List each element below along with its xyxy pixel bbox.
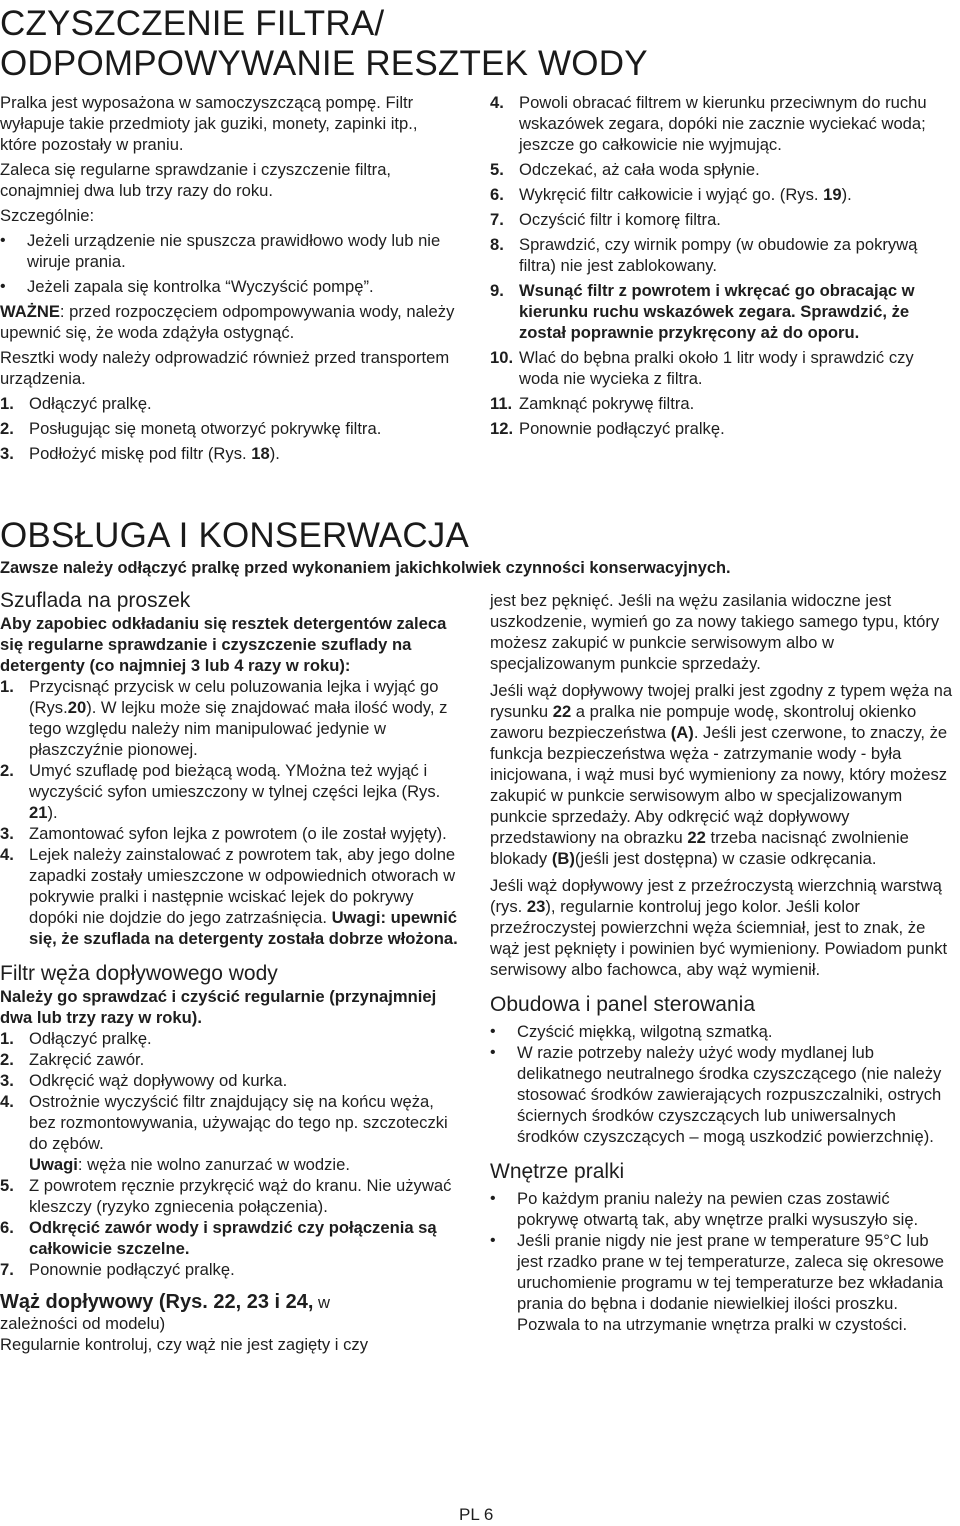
inlet-filter-heading: Filtr węża dopływowego wody [0,962,278,985]
section2-right-column [490,590,956,1335]
section1-title-line1: CZYSZCZENIE FILTRA/ [0,4,385,43]
step-row: 6. Odkręcić zawór wody i sprawdzić czy połączenia są całkowicie szczelne. [0,1218,437,1258]
step-row: 2. Umyć szufladę pod bieżącą wodą. YMożna też wyjąć i wyczyścić syfon umieszczony w tylnej części lejka (Rys. 21). [0,761,441,822]
bullet-icon: • [490,1190,496,1207]
hose-paragraph-1: jest bez pęknięć. Jeśli na wężu zasilania widoczne jest uszkodzenie, wymień go za nowy takiego samego typu, który możesz zakupić w punkcie serwisowym albo w specjalizowanym punkcie sprzedaży. [490,591,940,673]
section1-right-column [490,92,955,439]
list-item: • Czyścić miękką, wilgotną szmatką. [490,1022,773,1041]
step-row: 5. Z powrotem ręcznie przykręcić wąż do kranu. Nie używać kleszczy (ryzyko zgniecenia połączenia). [0,1176,452,1216]
intro-paragraph-2: Zaleca się regularne sprawdzanie i czyszczenie filtra, conajmniej dwa lub trzy razy do roku. [0,160,392,200]
step-row: 1. Odłączyć pralkę. [0,394,152,413]
hose-heading: Wąż dopływowy (Rys. 22, 23 i 24, w zależności od modelu) [0,1291,331,1333]
step-row: 2. Posługując się monetą otworzyć pokrywkę filtra. [0,419,382,438]
important-note: WAŻNE: przed rozpoczęciem odpompowywania wody, należy upewnić się, że woda zdążyła ostygnąć. [0,302,455,342]
bullet-icon: • [0,232,6,249]
step-row: 3. Zamontować syfon lejka z powrotem (o ile został wyjęty). [0,824,447,843]
section2-title: OBSŁUGA I KONSERWACJA [0,516,470,555]
step-row: 4. Lejek należy zainstalować z powrotem tak, aby jego dolne zapadki zostały umieszczone w odpowiednich otworach w pokrywie pralki i następnie wciskać lejek do pokrywy dopóki nie dojdzie do jego zatrzaśnięcia. Uwagi: upewnić się, że szuflada na detergenty została dobrze włożona. [0,845,458,948]
list-item: • Jeżeli zapala się kontrolka “Wyczyścić pompę”. [0,277,374,296]
section1-title-line2: ODPOMPOWYWANIE RESZTEK WODY [0,44,648,83]
step-row: 11. Zamknąć pokrywę filtra. [490,394,695,413]
drawer-heading: Szuflada na proszek [0,589,191,612]
page-number: PL 6 [459,1505,494,1524]
hose-paragraph-3: Jeśli wąż dopływowy jest z przeźroczystą wierzchnią warstwą (rys. 23), regularnie kontroluj jego kolor. Jeśli kolor przeźroczystej powierzchni węża ściemniał, jest to znak, że wąż jest pęknięty i powinien być wymieniony. Powiadom punkt serwisowy albo fachowca, aby wąż wymienił. [490,876,948,979]
list-item: • Jeżeli urządzenie nie spuszcza prawidłowo wody lub nie wiruje prania. [0,231,441,271]
transport-paragraph: Resztki wody należy odprowadzić również przed transportem urządzenia. [0,348,450,388]
step-row: 10. Wlać do bębna pralki około 1 litr wody i sprawdzić czy woda nie wycieka z filtra. [490,348,914,388]
interior-heading: Wnętrze pralki [490,1160,625,1183]
important-label: WAŻNE [0,302,60,321]
step-row: 9. Wsunąć filtr z powrotem i wkręcać go obracając w kierunku ruchu wskazówek zegara. Sprawdzić, że został poprawnie przykręcony aż do oporu. [490,281,915,342]
step-row: 5. Odczekać, aż cała woda spłynie. [490,160,760,179]
step-row: 4. Ostrożnie wyczyścić filtr znajdujący się na końcu węża, bez rozmontowywania, używając do tego np. szczoteczki do zębów. Uwagi: węża nie wolno zanurzać w wodzie. [0,1092,448,1174]
list-item: • W razie potrzeby należy użyć wody mydlanej lub delikatnego neutralnego środka czyszczącego (nie należy stosować środków zawierających rozpuszczalniki, ostrych ściernych środków czyszczących lub uniwersalnych środków czyszczących – mogą uszkodzić powierzchnię). [490,1043,942,1146]
list-item: • Po każdym praniu należy na pewien czas zostawić pokrywę otwartą tak, aby wnętrze pralki wysuszyło się. [490,1189,919,1229]
maintenance-warning: Zawsze należy odłączyć pralkę przed wykonaniem jakichkolwiek czynności konserwacyjnych. [0,559,731,577]
drawer-lead: Aby zapobiec odkładaniu się resztek detergentów zaleca się regularne sprawdzanie i czyszczenie szuflady na detergenty (co najmniej 3 lub 4 razy w roku): [0,614,447,675]
bullet-icon: • [490,1044,496,1061]
step-row: 2. Zakręcić zawór. [0,1050,145,1069]
step-row: 7. Oczyścić filtr i komorę filtra. [490,210,721,229]
step-row: 7. Ponownie podłączyć pralkę. [0,1260,235,1279]
section1-title [0,4,960,84]
step-row: 6. Wykręcić filtr całkowicie i wyjąć go. (Rys. 19). [490,185,852,204]
section1-left-column [0,92,455,464]
bullet-icon: • [0,278,6,295]
step-row: 4. Powoli obracać filtrem w kierunku przeciwnym do ruchu wskazówek zegara, dopóki nie zacznie wyciekać woda; jeszcze go całkowicie nie wyjmując. [490,93,927,154]
section2-header [0,516,960,579]
bullet-icon: • [490,1023,496,1040]
step-row: 3. Podłożyć miskę pod filtr (Rys. 18). [0,444,280,463]
housing-heading: Obudowa i panel sterowania [490,993,756,1016]
hose-text: Regularnie kontroluj, czy wąż nie jest zagięty i czy [0,1335,368,1354]
section2-left-column [0,588,462,1355]
step-row: 1. Odłączyć pralkę. [0,1029,152,1048]
intro-paragraph-3: Szczególnie: [0,206,95,225]
step-row: 1. Przycisnąć przycisk w celu poluzowania lejka i wyjąć go (Rys.20). W lejku może się znajdować mała ilość wody, z tego względu należy nim manipulować jedynie w płaszczyźnie pionowej. [0,677,448,759]
list-item: • Jeśli pranie nigdy nie jest prane w temperature 95°C lub jest rzadko prane w tej temperaturze, zaleca się okresowe uruchomienie programu w tej temperaturze bez wkładania prania do bębna i dodanie niewielkiej ilości proszku. Pozwala to na utrzymanie wnętrza pralki w czystości. [490,1231,945,1334]
hose-paragraph-2: Jeśli wąż dopływowy twojej pralki jest zgodny z typem węża na rysunku 22 a pralka nie pompuje wodę, skontroluj okienko zaworu bezpieczeństwa (A). Jeśli jest czerwone, to znaczy, że funkcja bezpieczeństwa węża - zatrzymanie wody - była inicjowana, i wąż musi być wymieniony za nowy, który możesz zakupić w punkcie serwisowym albo w specjalizowanym punkcie sprzedaży. Aby odkręcić wąż dopływowy przedstawiony na obrazku 22 trzeba nacisnąć zwolnienie blokady (B)(jeśli jest dostępna) w czasie odkręcania. [490,681,953,868]
intro-paragraph-1: Pralka jest wyposażona w samoczyszczącą pompę. Filtr wyłapuje takie przedmioty jak guziki, monety, zapinki itp., które pozostały w praniu. [0,93,418,154]
inlet-filter-lead: Należy go sprawdzać i czyścić regularnie (przynajmniej dwa lub trzy razy w roku). [0,987,437,1027]
step-row: 12. Ponownie podłączyć pralkę. [490,419,725,438]
bullet-icon: • [490,1232,496,1249]
step-row: 3. Odkręcić wąż dopływowy od kurka. [0,1071,288,1090]
step-row: 8. Sprawdzić, czy wirnik pompy (w obudowie za pokrywą filtra) nie jest zablokowany. [490,235,918,275]
